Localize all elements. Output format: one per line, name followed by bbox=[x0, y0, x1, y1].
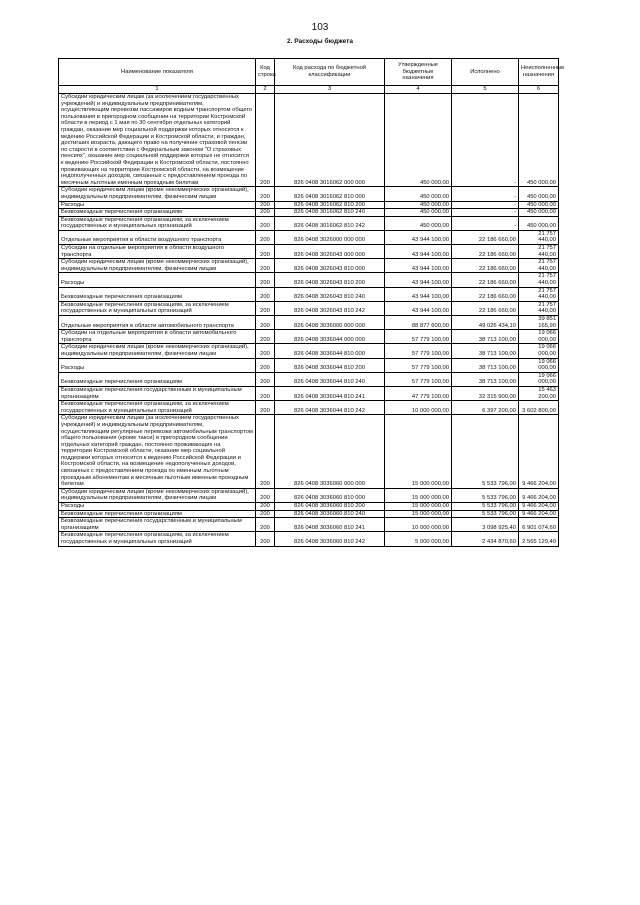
row-unexecuted: 19 066 000,00 bbox=[519, 344, 559, 358]
row-approved: 450 000,00 bbox=[385, 94, 452, 187]
row-executed: 49 026 434,10 bbox=[452, 316, 519, 330]
row-name: Субсидии юридическим лицам (кроме некоммерческих организаций), индивидуальным предпринимателям, физическим лицам bbox=[59, 488, 256, 502]
row-unexecuted: 21 757 440,00 bbox=[519, 273, 559, 287]
row-unexecuted: 450 000,00 bbox=[519, 94, 559, 187]
table-row bbox=[59, 372, 559, 386]
header-executed: Исполнено bbox=[452, 59, 519, 86]
row-name: Безвозмездные перечисления организациям, за исключением государственных и муниципальных организаций bbox=[59, 401, 256, 415]
row-line-code: 200 bbox=[256, 273, 275, 287]
table-row bbox=[59, 216, 559, 230]
row-executed: 2 434 870,60 bbox=[452, 532, 519, 546]
table-row bbox=[59, 532, 559, 546]
row-executed: 5 533 796,00 bbox=[452, 415, 519, 489]
table-row bbox=[59, 273, 559, 287]
table-row bbox=[59, 330, 559, 344]
header-approved: Утвержденные бюджетные назначения bbox=[385, 59, 452, 86]
table-row bbox=[59, 503, 559, 511]
row-line-code: 200 bbox=[256, 386, 275, 400]
column-number: 6 bbox=[519, 86, 559, 94]
row-executed: 22 186 660,00 bbox=[452, 230, 519, 244]
column-number: 2 bbox=[256, 86, 275, 94]
column-number: 5 bbox=[452, 86, 519, 94]
row-name: Безвозмездные перечисления организациям bbox=[59, 510, 256, 518]
row-executed: 22 186 660,00 bbox=[452, 245, 519, 259]
row-approved: 43 944 100,00 bbox=[385, 273, 452, 287]
row-budget-code: 826 0408 3026043 810 242 bbox=[275, 301, 385, 315]
row-line-code: 200 bbox=[256, 94, 275, 187]
table-row bbox=[59, 209, 559, 217]
row-executed: 5 533 796,00 bbox=[452, 488, 519, 502]
row-name: Безвозмездные перечисления государственным и муниципальным организациям bbox=[59, 518, 256, 532]
row-line-code: 200 bbox=[256, 230, 275, 244]
row-budget-code: 826 0408 3026000 000 000 bbox=[275, 230, 385, 244]
row-executed: 22 186 660,00 bbox=[452, 301, 519, 315]
row-unexecuted: 9 466 204,00 bbox=[519, 510, 559, 518]
row-unexecuted: 19 066 000,00 bbox=[519, 358, 559, 372]
row-unexecuted: 39 851 165,90 bbox=[519, 316, 559, 330]
row-executed: - bbox=[452, 187, 519, 201]
row-budget-code: 826 0408 3036044 000 000 bbox=[275, 330, 385, 344]
row-budget-code: 826 0408 3016062 810 240 bbox=[275, 209, 385, 217]
table-row bbox=[59, 230, 559, 244]
column-number: 1 bbox=[59, 86, 256, 94]
row-name: Безвозмездные перечисления организациям bbox=[59, 287, 256, 301]
row-executed: 5 533 796,00 bbox=[452, 510, 519, 518]
table-row bbox=[59, 518, 559, 532]
row-unexecuted: 19 066 000,00 bbox=[519, 372, 559, 386]
row-line-code: 200 bbox=[256, 415, 275, 489]
row-approved: 15 000 000,00 bbox=[385, 488, 452, 502]
row-budget-code: 826 0408 3036044 810 241 bbox=[275, 386, 385, 400]
row-executed: - bbox=[452, 216, 519, 230]
row-executed: 38 713 100,00 bbox=[452, 344, 519, 358]
row-unexecuted: 21 757 440,00 bbox=[519, 259, 559, 273]
row-budget-code: 826 0408 3036044 810 240 bbox=[275, 372, 385, 386]
row-unexecuted: 3 602 800,00 bbox=[519, 401, 559, 415]
row-name: Безвозмездные перечисления организациям bbox=[59, 372, 256, 386]
row-budget-code: 826 0408 3036060 810 200 bbox=[275, 503, 385, 511]
row-name: Безвозмездные перечисления организациям, за исключением государственных и муниципальных организаций bbox=[59, 216, 256, 230]
row-executed: 38 713 100,00 bbox=[452, 358, 519, 372]
row-executed: 32 315 900,00 bbox=[452, 386, 519, 400]
row-line-code: 200 bbox=[256, 330, 275, 344]
row-name: Субсидии юридическим лицам (кроме некоммерческих организаций), индивидуальным предпринимателям, физическим лицам bbox=[59, 259, 256, 273]
row-executed: 22 186 660,00 bbox=[452, 273, 519, 287]
row-budget-code: 826 0408 3036060 810 000 bbox=[275, 488, 385, 502]
column-number-row bbox=[59, 86, 559, 94]
row-line-code: 200 bbox=[256, 201, 275, 209]
row-budget-code: 826 0408 3026043 810 000 bbox=[275, 259, 385, 273]
header-unexecuted: Неисполненные назначения bbox=[519, 59, 559, 86]
row-unexecuted: 19 066 000,00 bbox=[519, 330, 559, 344]
table-row bbox=[59, 259, 559, 273]
row-line-code: 200 bbox=[256, 518, 275, 532]
row-name: Субсидии на отдельные мероприятия в области автомобильного транспорта bbox=[59, 330, 256, 344]
row-line-code: 200 bbox=[256, 488, 275, 502]
row-line-code: 200 bbox=[256, 216, 275, 230]
row-approved: 15 000 000,00 bbox=[385, 510, 452, 518]
table-row bbox=[59, 245, 559, 259]
row-approved: 47 779 100,00 bbox=[385, 386, 452, 400]
row-approved: 15 000 000,00 bbox=[385, 415, 452, 489]
row-line-code: 200 bbox=[256, 209, 275, 217]
row-unexecuted: 15 463 200,00 bbox=[519, 386, 559, 400]
row-unexecuted: 450 000,00 bbox=[519, 216, 559, 230]
row-line-code: 200 bbox=[256, 503, 275, 511]
table-row bbox=[59, 287, 559, 301]
header-budget-code: Код расхода по бюджетной классификации bbox=[275, 59, 385, 86]
row-name: Субсидии юридическим лицам (за исключением государственных учреждений) и индивидуальным предпринимателям, осуществляющим перевозки пассажиров водным транспортом общего пользования в пригородном сообщении на территории Костромской области в период с 1 мая по 30 сентября отдельных категорий граждан, оказание мер социальной поддержки которых относится к ведению Российской Федерации и Костромской области, и граждан, достигших возраста, дающего право на получение страховой пенсии по старости в соответствии с Федеральным законом "О страховых пенсиях", оказание мер социальной поддержки которых не относится к ведению Российской Федерации и Костромской области, постоянно проживающих на территории Костромской области, на возмещение недополученных доходов, связанных с предоставлением проезда по месячным льготным именным проездным билетам bbox=[59, 94, 256, 187]
row-budget-code: 826 0408 3036060 810 242 bbox=[275, 532, 385, 546]
row-approved: 43 944 100,00 bbox=[385, 245, 452, 259]
row-unexecuted: 21 757 440,00 bbox=[519, 245, 559, 259]
row-line-code: 200 bbox=[256, 301, 275, 315]
row-approved: 450 000,00 bbox=[385, 187, 452, 201]
row-budget-code: 826 0408 3016062 810 200 bbox=[275, 201, 385, 209]
row-executed: 22 186 660,00 bbox=[452, 287, 519, 301]
row-name: Безвозмездные перечисления организациям, за исключением государственных и муниципальных организаций bbox=[59, 301, 256, 315]
row-approved: 88 877 600,00 bbox=[385, 316, 452, 330]
row-unexecuted: 450 000,00 bbox=[519, 187, 559, 201]
row-budget-code: 826 0408 3026043 810 240 bbox=[275, 287, 385, 301]
row-budget-code: 826 0408 3016062 000 000 bbox=[275, 94, 385, 187]
table-row bbox=[59, 401, 559, 415]
row-name: Отдельные мероприятия в области автомобильного транспорта bbox=[59, 316, 256, 330]
row-name: Безвозмездные перечисления организациям bbox=[59, 209, 256, 217]
row-budget-code: 826 0408 3036044 810 000 bbox=[275, 344, 385, 358]
row-name: Расходы bbox=[59, 503, 256, 511]
row-line-code: 200 bbox=[256, 372, 275, 386]
table-row bbox=[59, 386, 559, 400]
row-unexecuted: 9 466 204,00 bbox=[519, 488, 559, 502]
row-line-code: 200 bbox=[256, 245, 275, 259]
row-approved: 57 779 100,00 bbox=[385, 358, 452, 372]
table-row bbox=[59, 358, 559, 372]
row-unexecuted: 9 466 204,00 bbox=[519, 503, 559, 511]
table-row bbox=[59, 301, 559, 315]
row-approved: 10 000 000,00 bbox=[385, 401, 452, 415]
section-title: 2. Расходы бюджета bbox=[287, 38, 353, 45]
row-name: Субсидии юридическим лицам (кроме некоммерческих организаций), индивидуальным предпринимателям, физическим лицам bbox=[59, 344, 256, 358]
table-row bbox=[59, 344, 559, 358]
row-name: Безвозмездные перечисления государственным и муниципальным организациям bbox=[59, 386, 256, 400]
row-unexecuted: 450 000,00 bbox=[519, 209, 559, 217]
header-indicator-name: Наименование показателя bbox=[59, 59, 256, 86]
row-approved: 450 000,00 bbox=[385, 201, 452, 209]
row-line-code: 200 bbox=[256, 287, 275, 301]
row-approved: 43 944 100,00 bbox=[385, 287, 452, 301]
column-number: 3 bbox=[275, 86, 385, 94]
row-approved: 450 000,00 bbox=[385, 209, 452, 217]
table-row bbox=[59, 187, 559, 201]
row-name: Субсидии юридическим лицам (кроме некоммерческих организаций), индивидуальным предпринимателям, физическим лицам bbox=[59, 187, 256, 201]
row-executed: 22 186 660,00 bbox=[452, 259, 519, 273]
row-unexecuted: 6 901 074,60 bbox=[519, 518, 559, 532]
row-line-code: 200 bbox=[256, 187, 275, 201]
row-executed: - bbox=[452, 94, 519, 187]
row-executed: 5 533 796,00 bbox=[452, 503, 519, 511]
row-approved: 57 779 100,00 bbox=[385, 344, 452, 358]
row-executed: 3 098 925,40 bbox=[452, 518, 519, 532]
header-row bbox=[59, 59, 559, 86]
row-unexecuted: 450 000,00 bbox=[519, 201, 559, 209]
budget-expenses-table bbox=[58, 58, 565, 547]
row-budget-code: 826 0408 3026043 810 200 bbox=[275, 273, 385, 287]
row-executed: - bbox=[452, 209, 519, 217]
row-name: Безвозмездные перечисления организациям, за исключением государственных и муниципальных организаций bbox=[59, 532, 256, 546]
table-row bbox=[59, 510, 559, 518]
row-unexecuted: 9 466 204,00 bbox=[519, 415, 559, 489]
row-line-code: 200 bbox=[256, 532, 275, 546]
row-budget-code: 826 0408 3026043 000 000 bbox=[275, 245, 385, 259]
row-line-code: 200 bbox=[256, 259, 275, 273]
row-approved: 43 944 100,00 bbox=[385, 230, 452, 244]
row-budget-code: 826 0408 3036044 810 242 bbox=[275, 401, 385, 415]
row-name: Отдельные мероприятия в области воздушного транспорта bbox=[59, 230, 256, 244]
row-unexecuted: 21 757 440,00 bbox=[519, 301, 559, 315]
row-approved: 57 779 100,00 bbox=[385, 330, 452, 344]
row-budget-code: 826 0408 3036060 810 241 bbox=[275, 518, 385, 532]
row-budget-code: 826 0408 3036060 810 240 bbox=[275, 510, 385, 518]
table-row bbox=[59, 94, 559, 187]
row-name: Расходы bbox=[59, 273, 256, 287]
row-budget-code: 826 0408 3036060 000 000 bbox=[275, 415, 385, 489]
table-row bbox=[59, 201, 559, 209]
row-approved: 43 944 100,00 bbox=[385, 259, 452, 273]
row-name: Субсидии на отдельные мероприятия в области воздушного транспорта bbox=[59, 245, 256, 259]
row-name: Расходы bbox=[59, 358, 256, 372]
row-approved: 15 000 000,00 bbox=[385, 503, 452, 511]
row-name: Расходы bbox=[59, 201, 256, 209]
row-line-code: 200 bbox=[256, 401, 275, 415]
row-budget-code: 826 0408 3016062 810 242 bbox=[275, 216, 385, 230]
row-budget-code: 826 0408 3036000 000 000 bbox=[275, 316, 385, 330]
table-row bbox=[59, 415, 559, 489]
row-approved: 10 000 000,00 bbox=[385, 518, 452, 532]
row-approved: 57 779 100,00 bbox=[385, 372, 452, 386]
row-unexecuted: 21 757 440,00 bbox=[519, 230, 559, 244]
page-number: 103 bbox=[311, 22, 329, 33]
header-line-code: Код строки bbox=[256, 59, 275, 86]
row-executed: 6 397 200,00 bbox=[452, 401, 519, 415]
row-line-code: 200 bbox=[256, 344, 275, 358]
row-unexecuted: 21 757 440,00 bbox=[519, 287, 559, 301]
row-approved: 5 000 000,00 bbox=[385, 532, 452, 546]
row-unexecuted: 2 565 129,40 bbox=[519, 532, 559, 546]
row-budget-code: 826 0408 3036044 810 200 bbox=[275, 358, 385, 372]
row-approved: 43 944 100,00 bbox=[385, 301, 452, 315]
row-line-code: 200 bbox=[256, 358, 275, 372]
row-budget-code: 826 0408 3016062 810 000 bbox=[275, 187, 385, 201]
row-executed: 38 713 100,00 bbox=[452, 372, 519, 386]
row-name: Субсидии юридическим лицам (за исключением государственных учреждений) и индивидуальным предпринимателям, осуществляющим регулярные перевозки автомобильным транспортом общего пользования (кроме такси) в пригородном сообщении отдельных категорий граждан, постоянно проживающих на территории Костромской области, оказание мер социальной поддержки которых относится к ведению Российской Федерации и Костромской области, на возмещение недополученных доходов, связанных с предоставлением проезда по именным льготным проездным абонементам и месячным льготным именным проездным билетам bbox=[59, 415, 256, 489]
row-line-code: 200 bbox=[256, 510, 275, 518]
row-line-code: 200 bbox=[256, 316, 275, 330]
column-number: 4 bbox=[385, 86, 452, 94]
table-row bbox=[59, 488, 559, 502]
table-row bbox=[59, 316, 559, 330]
row-executed: 38 713 100,00 bbox=[452, 330, 519, 344]
row-approved: 450 000,00 bbox=[385, 216, 452, 230]
row-executed: - bbox=[452, 201, 519, 209]
